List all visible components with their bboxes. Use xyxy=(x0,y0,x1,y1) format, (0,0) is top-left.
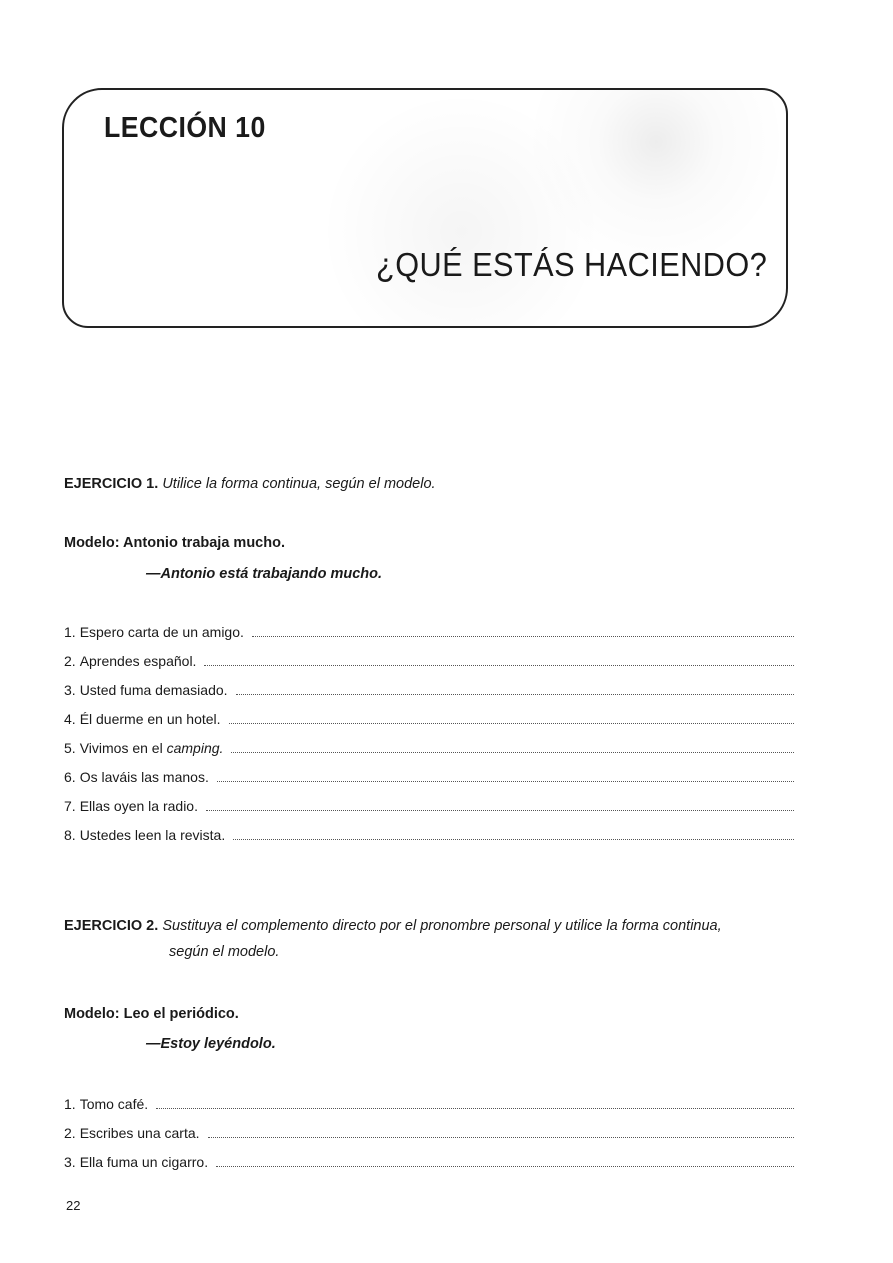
item-text: Vivimos en el xyxy=(79,740,167,756)
answer-line[interactable] xyxy=(231,751,794,753)
exercise-2-model: Modelo: Leo el periódico. xyxy=(64,1006,239,1022)
item-text: Aprendes español. xyxy=(79,653,197,669)
item-text: Él duerme en un hotel. xyxy=(79,711,221,727)
exercise-2-heading xyxy=(64,918,722,960)
exercise-1-item: 6. Os laváis las manos. xyxy=(64,769,794,785)
answer-line[interactable] xyxy=(216,1165,794,1167)
exercise-1-instruction: Utilice la forma continua, según el modelo. xyxy=(162,476,436,492)
exercise-2-instruction: Sustituya el complemento directo por el pronombre personal y utilice la forma continua, xyxy=(162,918,722,934)
item-text: Ellas oyen la radio. xyxy=(79,798,198,814)
exercise-1-model-answer: —Antonio está trabajando mucho. xyxy=(146,566,383,582)
answer-line[interactable] xyxy=(217,780,794,782)
exercise-1-model: Modelo: Antonio trabaja mucho. xyxy=(64,535,285,551)
item-text: Espero carta de un amigo. xyxy=(79,624,244,640)
item-text: Escribes una carta. xyxy=(79,1125,200,1141)
item-text: Tomo café. xyxy=(79,1096,149,1112)
exercise-1-item: 4. Él duerme en un hotel. xyxy=(64,711,794,727)
exercise-1-label: EJERCICIO 1. xyxy=(64,476,159,492)
exercise-1-item: 8. Ustedes leen la revista. xyxy=(64,827,794,843)
page-number: 22 xyxy=(66,1198,81,1213)
answer-line[interactable] xyxy=(208,1136,794,1138)
exercise-1-heading xyxy=(64,476,436,492)
answer-line[interactable] xyxy=(206,809,794,811)
item-text: Ella fuma un cigarro. xyxy=(79,1154,209,1170)
exercise-2-item: 2. Escribes una carta. xyxy=(64,1125,794,1141)
exercise-2-item: 1. Tomo café. xyxy=(64,1096,794,1112)
answer-line[interactable] xyxy=(236,693,794,695)
exercise-2-item: 3. Ella fuma un cigarro. xyxy=(64,1154,794,1170)
item-text: Usted fuma demasiado. xyxy=(79,682,228,698)
exercise-1-item: 1. Espero carta de un amigo. xyxy=(64,624,794,640)
answer-line[interactable] xyxy=(229,722,794,724)
lesson-number: LECCIÓN 10 xyxy=(104,112,266,144)
item-text: Os laváis las manos. xyxy=(79,769,209,785)
item-text-italic: camping. xyxy=(166,740,224,756)
exercise-2-label: EJERCICIO 2. xyxy=(64,918,159,934)
item-text: Ustedes leen la revista. xyxy=(79,827,226,843)
answer-line[interactable] xyxy=(156,1107,794,1109)
exercise-1-item: 7. Ellas oyen la radio. xyxy=(64,798,794,814)
exercise-2-model-answer: —Estoy leyéndolo. xyxy=(146,1036,276,1052)
lesson-title: ¿QUÉ ESTÁS HACIENDO? xyxy=(376,246,768,283)
answer-line[interactable] xyxy=(204,664,794,666)
exercise-1-item: 3. Usted fuma demasiado. xyxy=(64,682,794,698)
exercise-1-item: 5. Vivimos en el camping. xyxy=(64,740,794,756)
answer-line[interactable] xyxy=(252,635,794,637)
answer-line[interactable] xyxy=(233,838,794,840)
exercise-1-item: 2. Aprendes español. xyxy=(64,653,794,669)
exercise-2-instruction-cont: según el modelo. xyxy=(169,944,280,960)
